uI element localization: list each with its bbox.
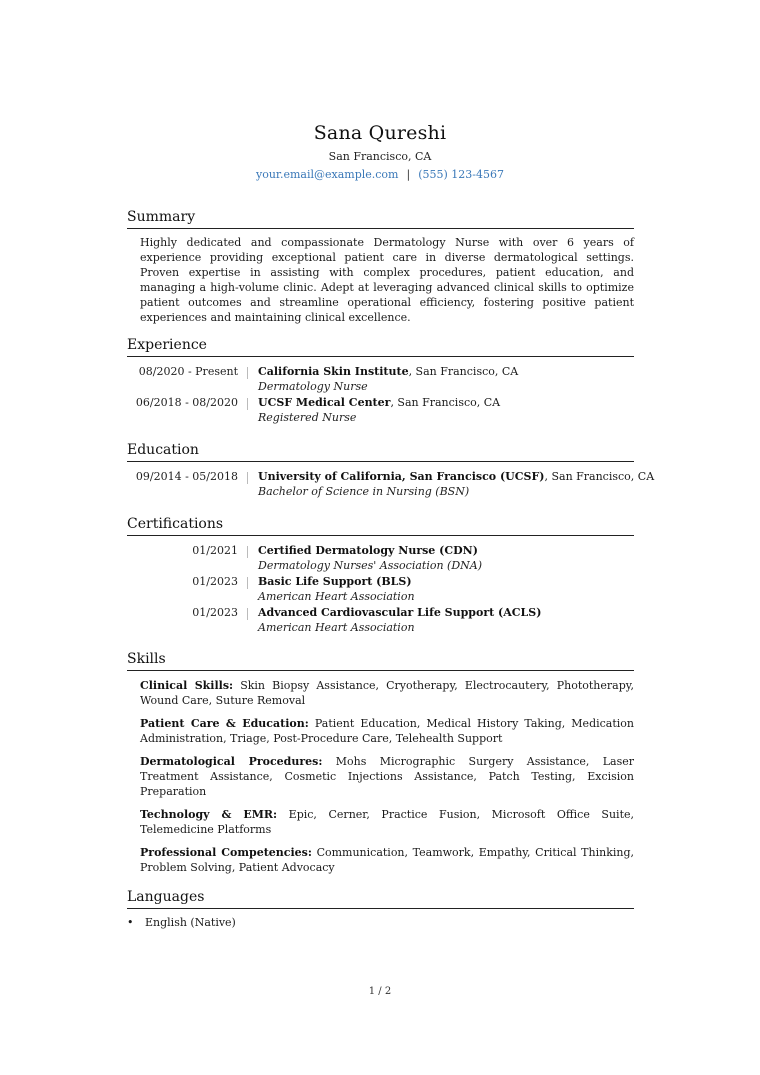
certification-issuer: American Heart Association — [258, 590, 415, 603]
certification-name: Advanced Cardiovascular Life Support (ACLS) — [258, 606, 542, 619]
contact-separator: | — [406, 168, 411, 181]
language-label: English (Native) — [145, 916, 236, 929]
entry-divider — [247, 546, 248, 558]
languages-list — [127, 915, 634, 930]
experience-entry — [127, 364, 634, 395]
email-link[interactable]: your.email@example.com — [256, 168, 399, 181]
entry-degree: Bachelor of Science in Nursing (BSN) — [258, 485, 470, 498]
skill-group — [140, 845, 634, 875]
entry-divider — [247, 398, 248, 410]
entry-location: , San Francisco, CA — [390, 396, 501, 409]
section-title-skills: Skills — [127, 650, 634, 671]
section-title-experience: Experience — [127, 336, 634, 357]
skill-group-text: Mohs Micrographic Surgery Assistance, Laser Treatment Assistance, Cosmetic Injections Assistance, Patch Testing, Excision Preparation — [140, 755, 635, 798]
education-entry — [127, 469, 655, 500]
skill-group-label: Technology & EMR: — [140, 808, 278, 821]
certification-name: Basic Life Support (BLS) — [258, 575, 412, 588]
languages-section — [127, 888, 634, 930]
entry-org: California Skin Institute — [258, 365, 409, 378]
skill-group-label: Clinical Skills: — [140, 679, 234, 692]
skill-group-text: Communication, Teamwork, Empathy, Critical Thinking, Problem Solving, Patient Advocacy — [140, 846, 634, 874]
entry-location: , San Francisco, CA — [408, 365, 519, 378]
skill-group — [140, 754, 634, 799]
certification-entry — [127, 574, 634, 605]
entry-divider — [247, 577, 248, 589]
entry-date: 01/2023 — [192, 606, 238, 619]
entry-heading — [258, 605, 541, 620]
skill-group-label: Dermatological Procedures: — [140, 755, 323, 768]
section-title-summary: Summary — [127, 208, 634, 229]
certification-name: Certified Dermatology Nurse (CDN) — [258, 544, 478, 557]
entry-divider — [247, 472, 248, 484]
skill-group-label: Patient Care & Education: — [140, 717, 309, 730]
experience-section — [127, 336, 634, 426]
entry-date: 01/2021 — [192, 544, 238, 557]
experience-entry — [127, 395, 634, 426]
entry-date: 09/2014 - 05/2018 — [135, 470, 238, 483]
phone-link[interactable]: (555) 123-4567 — [418, 168, 504, 181]
summary-section — [127, 208, 634, 325]
entry-role: Dermatology Nurse — [258, 380, 368, 393]
entry-location: , San Francisco, CA — [544, 470, 655, 483]
certifications-section — [127, 515, 634, 636]
page-number: 1 / 2 — [368, 986, 392, 997]
entry-date: 08/2020 - Present — [138, 365, 238, 378]
section-title-certifications: Certifications — [127, 515, 634, 536]
entry-org: UCSF Medical Center — [258, 396, 391, 409]
entry-org: University of California, San Francisco (UCSF) — [258, 470, 545, 483]
entry-heading — [258, 364, 518, 379]
entry-divider — [247, 608, 248, 620]
contact-line — [0, 168, 760, 181]
entry-divider — [247, 367, 248, 379]
skills-section — [127, 650, 634, 883]
certification-issuer: American Heart Association — [258, 621, 415, 634]
candidate-location: San Francisco, CA — [328, 150, 432, 163]
entry-role: Registered Nurse — [258, 411, 357, 424]
entry-heading — [258, 574, 412, 589]
skill-group — [140, 807, 634, 837]
language-item — [127, 915, 634, 930]
candidate-name: Sana Qureshi — [313, 122, 447, 144]
skill-group-text: Epic, Cerner, Practice Fusion, Microsoft Office Suite, Telemedicine Platforms — [140, 808, 635, 836]
entry-date: 01/2023 — [192, 575, 238, 588]
skill-group-label: Professional Competencies: — [140, 846, 312, 859]
entry-heading — [258, 395, 500, 410]
bullet-icon: • — [127, 916, 134, 929]
certification-entry — [127, 543, 634, 574]
entry-heading — [258, 543, 478, 558]
skill-group-text: Patient Education, Medical History Taking, Medication Administration, Triage, Post-Procedure Care, Telehealth Support — [140, 717, 634, 745]
section-title-languages: Languages — [127, 888, 634, 909]
skill-group-text: Skin Biopsy Assistance, Cryotherapy, Electrocautery, Phototherapy, Wound Care, Suture Removal — [140, 679, 634, 707]
skill-group — [140, 678, 634, 708]
section-title-education: Education — [127, 441, 634, 462]
certification-entry — [127, 605, 634, 636]
education-section — [127, 441, 655, 500]
entry-date: 06/2018 - 08/2020 — [135, 396, 238, 409]
summary-text: Highly dedicated and compassionate Dermatology Nurse with over 6 years of experience providing exceptional patient care in diverse dermatological settings. Proven expertise in assisting with complex procedures, patient education, and managing a high-volume clinic. Adept at leveraging advanced clinical skills to optimize patient outcomes and streamline operational efficiency, fostering positive patient experiences and maintaining clinical excellence. — [140, 236, 634, 324]
entry-heading — [258, 469, 654, 484]
certification-issuer: Dermatology Nurses' Association (DNA) — [258, 559, 483, 572]
skill-group — [140, 716, 634, 746]
